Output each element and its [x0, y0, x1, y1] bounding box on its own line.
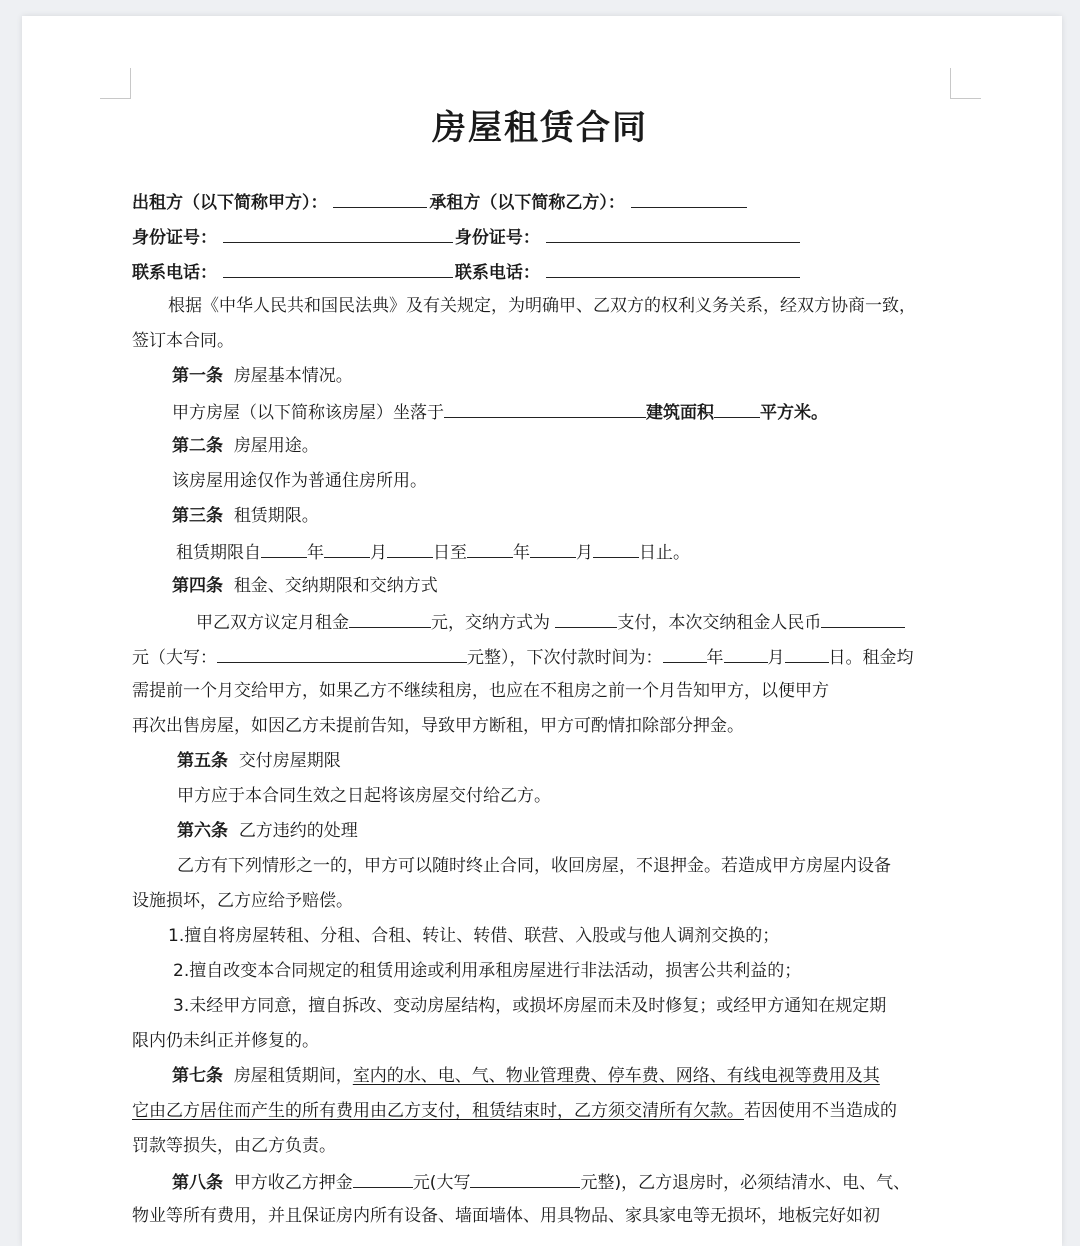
payment-method-blank[interactable]	[555, 611, 617, 628]
article-7-line-3: 罚款等损失，由乙方负责。	[132, 1136, 336, 1156]
article-7-intro: 房屋租赁期间，	[233, 1066, 353, 1086]
phone-blank-a[interactable]	[223, 261, 453, 278]
next-day-label: 日。租金均	[828, 648, 914, 668]
day-label-2: 日止。	[639, 543, 690, 563]
end-month-blank[interactable]	[530, 541, 576, 558]
article-6-line-1: 乙方有下列情形之一的，甲方可以随时终止合同，收回房屋，不退押金。若造成甲方房屋内设备	[177, 856, 891, 876]
area-unit: 平方米。	[760, 403, 828, 423]
article-3-heading-line	[172, 506, 319, 526]
lease-term-label: 租赁期限自	[176, 543, 261, 563]
article-2-heading: 第二条	[172, 436, 223, 456]
article-5-heading-line	[177, 751, 341, 771]
article-1-text: 甲方房屋（以下简称该房屋）坐落于	[172, 403, 444, 423]
monthly-rent-label: 甲乙双方议定月租金	[196, 613, 349, 633]
intro-line-2: 签订本合同。	[132, 331, 234, 351]
article-5-heading: 第五条	[177, 751, 228, 771]
next-month-label: 月	[767, 648, 785, 668]
article-4-title: 租金、交纳期限和交纳方式	[233, 576, 438, 596]
area-label: 建筑面积	[646, 403, 714, 423]
deposit-words-blank[interactable]	[470, 1171, 580, 1188]
rent-line-3: 需提前一个月交给甲方，如果乙方不继续租房，也应在不租房之前一个月告知甲方，以便甲方	[132, 681, 829, 701]
year-label-1: 年	[307, 543, 324, 563]
end-day-blank[interactable]	[593, 541, 639, 558]
id-blank-b[interactable]	[546, 226, 800, 243]
month-label-2: 月	[576, 543, 593, 563]
start-year-blank[interactable]	[261, 541, 307, 558]
article-6-item-3b: 限内仍未纠正并修复的。	[132, 1031, 319, 1051]
deposit-words-label: 元(大写	[412, 1173, 471, 1193]
article-4-heading-line	[172, 576, 438, 596]
next-year-label: 年	[706, 648, 724, 668]
next-day-blank[interactable]	[785, 646, 829, 663]
next-year-blank[interactable]	[663, 646, 707, 663]
phone-label-b: 联系电话：	[454, 263, 540, 283]
id-line	[132, 226, 800, 248]
article-8-line-1	[172, 1171, 910, 1193]
lessee-blank[interactable]	[631, 191, 747, 208]
lessee-label: 承租方（以下简称乙方）：	[429, 193, 625, 213]
year-label-2: 年	[513, 543, 530, 563]
article-7-line-1	[172, 1066, 880, 1086]
article-7-line-2	[132, 1101, 897, 1121]
article-8-line-2: 物业等所有费用，并且保证房内所有设备、墙面墙体、用具物品、家具家电等无损坏，地板完好如初	[132, 1206, 880, 1226]
article-1-heading: 第一条	[172, 366, 223, 386]
phone-line	[132, 261, 800, 283]
article-1-text-line	[172, 401, 828, 423]
lessor-line	[132, 191, 747, 213]
start-month-blank[interactable]	[324, 541, 370, 558]
article-5-text: 甲方应于本合同生效之日起将该房屋交付给乙方。	[177, 786, 551, 806]
monthly-rent-blank[interactable]	[349, 611, 431, 628]
article-6-item-1: 1.擅自将房屋转租、分租、合租、转让、转借、联营、入股或与他人调剂交换的；	[168, 926, 780, 946]
id-blank-a[interactable]	[223, 226, 453, 243]
article-7-underlined-1: 室内的水、电、气、物业管理费、停车费、网络、有线电视等费用及其	[352, 1066, 880, 1086]
amount-words-label: 元（大写：	[132, 648, 217, 668]
article-7-heading: 第七条	[172, 1066, 223, 1086]
rent-paid-label: 支付，本次交纳租金人民币	[617, 613, 822, 633]
article-2-text: 该房屋用途仅作为普通住房所用。	[172, 471, 427, 491]
lease-term-line	[176, 541, 690, 563]
article-5-title: 交付房屋期限	[238, 751, 341, 771]
article-7-underlined-2: 它由乙方居住而产生的所有费用由乙方支付，租赁结束时，乙方须交清所有欠款。	[132, 1101, 744, 1121]
rent-line-2	[132, 646, 914, 668]
next-payment-label: 元整），下次付款时间为：	[467, 648, 663, 668]
area-blank[interactable]	[714, 401, 760, 418]
rent-paid-blank[interactable]	[821, 611, 905, 628]
end-year-blank[interactable]	[467, 541, 513, 558]
month-label-1: 月	[370, 543, 387, 563]
article-6-heading: 第六条	[177, 821, 228, 841]
deposit-blank[interactable]	[353, 1171, 413, 1188]
article-6-title: 乙方违约的处理	[238, 821, 358, 841]
address-blank[interactable]	[444, 401, 646, 418]
article-4-heading: 第四条	[172, 576, 223, 596]
article-3-heading: 第三条	[172, 506, 223, 526]
next-month-blank[interactable]	[724, 646, 768, 663]
amount-words-blank[interactable]	[217, 646, 467, 663]
phone-blank-b[interactable]	[546, 261, 800, 278]
article-8-heading: 第八条	[172, 1173, 223, 1193]
id-label-a: 身份证号：	[132, 228, 217, 248]
lessor-blank[interactable]	[333, 191, 427, 208]
margin-mark-top-right	[950, 68, 981, 99]
rent-line-1	[196, 611, 905, 633]
phone-label-a: 联系电话：	[132, 263, 217, 283]
deposit-label: 甲方收乙方押金	[233, 1173, 353, 1193]
id-label-b: 身份证号：	[454, 228, 540, 248]
article-6-heading-line	[177, 821, 358, 841]
payment-method-label: 元，交纳方式为	[431, 613, 550, 633]
article-6-item-3a: 3.未经甲方同意，擅自拆改、变动房屋结构，或损坏房屋而未及时修复；或经甲方通知在规定期	[173, 996, 887, 1016]
article-1-heading-line	[172, 366, 353, 386]
document-title: 房屋租赁合同	[432, 108, 648, 148]
article-2-title: 房屋用途。	[233, 436, 319, 456]
intro-line-1: 根据《中华人民共和国民法典》及有关规定，为明确甲、乙双方的权利义务关系，经双方协商一致，	[168, 296, 916, 316]
day-label-1: 日至	[433, 543, 467, 563]
article-7-misuse-text: 若因使用不当造成的	[744, 1101, 897, 1121]
article-6-line-2: 设施损坏，乙方应给予赔偿。	[132, 891, 353, 911]
margin-mark-top-left	[100, 68, 131, 99]
article-1-title: 房屋基本情况。	[233, 366, 353, 386]
rent-line-4: 再次出售房屋，如因乙方未提前告知，导致甲方断租，甲方可酌情扣除部分押金。	[132, 716, 744, 736]
start-day-blank[interactable]	[387, 541, 433, 558]
article-3-title: 租赁期限。	[233, 506, 319, 526]
article-6-item-2: 2.擅自改变本合同规定的租赁用途或利用承租房屋进行非法活动，损害公共利益的；	[173, 961, 802, 981]
deposit-return-text: 元整)，乙方退房时，必须结清水、电、气、	[580, 1173, 911, 1193]
lessor-label: 出租方（以下简称甲方）：	[132, 193, 328, 213]
article-2-heading-line	[172, 436, 319, 456]
